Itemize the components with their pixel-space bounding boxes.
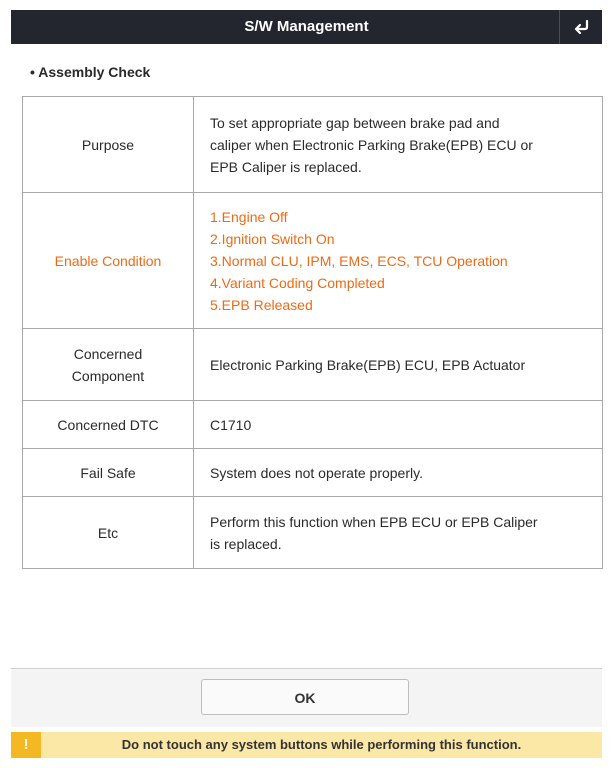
value-line: System does not operate properly. <box>210 464 423 481</box>
table-row <box>23 401 603 449</box>
warning-text: Do not touch any system buttons while performing this function. <box>121 737 522 752</box>
window-title: S/W Management <box>244 18 369 35</box>
table-row <box>23 449 603 497</box>
row-value-purpose <box>194 97 603 193</box>
condition-item: 5.EPB Released <box>210 296 313 313</box>
label-line: Component <box>71 367 145 384</box>
back-button[interactable] <box>559 10 602 44</box>
table-row <box>23 329 603 401</box>
value-line: is replaced. <box>210 535 282 552</box>
condition-item: 2.Ignition Switch On <box>210 230 335 247</box>
info-table <box>22 96 603 569</box>
title-bar <box>11 10 602 44</box>
row-value-etc <box>194 497 603 569</box>
warning-banner <box>11 732 602 758</box>
return-arrow-icon <box>572 19 590 35</box>
bottom-button-bar <box>11 668 602 727</box>
value-line: Electronic Parking Brake(EPB) ECU, EPB Actuator <box>210 356 526 373</box>
row-label-fail-safe: Fail Safe <box>23 449 194 497</box>
row-label-enable-condition: Enable Condition <box>23 193 194 329</box>
row-label-purpose: Purpose <box>23 97 194 193</box>
value-line: C1710 <box>210 416 252 433</box>
row-label-concerned-component <box>23 329 194 401</box>
row-label-etc: Etc <box>23 497 194 569</box>
condition-item: 3.Normal CLU, IPM, EMS, ECS, TCU Operation <box>210 252 508 269</box>
condition-item: 1.Engine Off <box>210 208 288 225</box>
warning-icon: ! <box>11 732 41 758</box>
table-row <box>23 193 603 329</box>
value-line: To set appropriate gap between brake pad and <box>210 114 500 131</box>
row-label-concerned-dtc: Concerned DTC <box>23 401 194 449</box>
table-row <box>23 97 603 193</box>
condition-item: 4.Variant Coding Completed <box>210 274 385 291</box>
ok-button[interactable]: OK <box>201 679 409 715</box>
label-line: Concerned <box>73 345 143 362</box>
table-row <box>23 497 603 569</box>
row-value-fail-safe <box>194 449 603 497</box>
row-value-concerned-dtc <box>194 401 603 449</box>
row-value-enable-condition <box>194 193 603 329</box>
row-value-concerned-component <box>194 329 603 401</box>
value-line: EPB Caliper is replaced. <box>210 158 362 175</box>
value-line: caliper when Electronic Parking Brake(EPB) ECU or <box>210 136 533 153</box>
section-title: • Assembly Check <box>30 64 151 80</box>
value-line: Perform this function when EPB ECU or EPB Caliper <box>210 513 538 530</box>
